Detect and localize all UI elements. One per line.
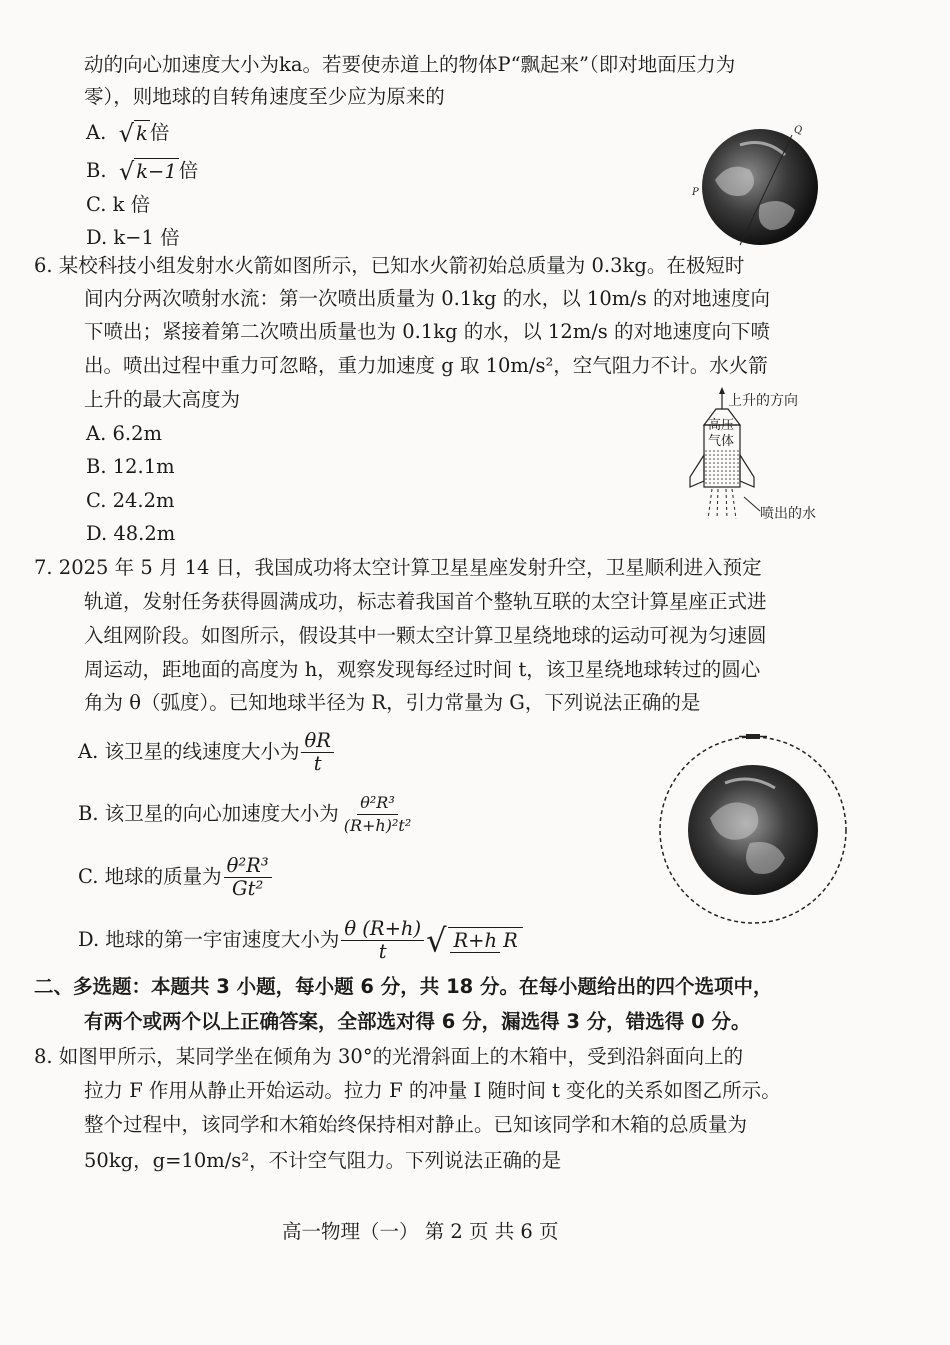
left-fin	[690, 455, 704, 487]
label-up-direction: 上升的方向	[728, 393, 798, 409]
q6-line-1: 6. 某校科技小组发射水火箭如图所示，已知水火箭初始总质量为 0.3kg。在极短时	[34, 254, 745, 277]
page-footer: 高一物理（一） 第 2 页 共 6 页	[282, 1220, 559, 1243]
q5-line-2: 零），则地球的自转角速度至少应为原来的	[84, 85, 445, 108]
section-2-line-1: 二、多选题：本题共 3 小题，每小题 6 分，共 18 分。在每小题给出的四个选项中，	[34, 975, 773, 998]
label-gas-1: 高压	[708, 418, 735, 433]
q7-option-a: A. 该卫星的线速度大小为 $\frac{\theta R}{t}$	[78, 730, 336, 775]
q7-line-5: 角为 θ（弧度）。已知地球半径为 R，引力常量为 G，下列说法正确的是	[84, 691, 701, 714]
earth-orbit-figure	[655, 728, 855, 928]
label-q: Q	[794, 125, 803, 136]
section-2-line-2: 有两个或两个以上正确答案，全部选对得 6 分，漏选得 3 分，错选得 0 分。	[84, 1010, 751, 1033]
right-fin	[740, 455, 754, 487]
q6-option-d: D. 48.2m	[86, 522, 176, 545]
q6-line-3: 下喷出；紧接着第二次喷出质量也为 0.1kg 的水，以 12m/s 的对地速度向下喷	[84, 320, 770, 343]
q6-line-4: 出。喷出过程中重力可忽略，重力加速度 g 取 10m/s²，空气阻力不计。水火箭	[84, 354, 768, 377]
q7-option-b: B. 该卫星的向心加速度大小为 $\frac{\text{θ²R³}}{\text{(R+h)²t²}}$	[78, 793, 412, 835]
q8-line-3: 整个过程中，该同学和木箱始终保持相对静止。已知该同学和木箱的总质量为	[84, 1113, 748, 1136]
q7-line-1: 7. 2025 年 5 月 14 日，我国成功将太空计算卫星星座发射升空，卫星顺利进入预定	[34, 556, 762, 579]
q7-line-2: 轨道，发射任务获得圆满成功，标志着我国首个整轨互联的太空计算星座正式进	[84, 590, 767, 613]
q6-option-a: A. 6.2m	[86, 422, 162, 445]
q5-option-c: C. k 倍	[86, 193, 151, 216]
q6-option-c: C. 24.2m	[86, 489, 175, 512]
q7-option-c: C. 地球的质量为 $\frac{\text{θ²R³}}{\text{Gt²}}$	[78, 855, 274, 900]
label-gas-2: 气体	[708, 434, 735, 449]
q5-option-d: D. k−1 倍	[86, 226, 180, 249]
label-p: P	[692, 187, 699, 198]
q7-line-3: 入组网阶段。如图所示，假设其中一颗太空计算卫星绕地球的运动可视为匀速圆	[84, 624, 767, 647]
q5-option-b: B. √ k−1 倍	[86, 157, 199, 186]
earth-figure-q5	[690, 125, 830, 250]
q7-option-d: D. 地球的第一宇宙速度大小为 $\frac{\theta (R+h)}{t}$ √ R+h R	[78, 918, 525, 963]
q6-option-b: B. 12.1m	[86, 455, 175, 478]
q5-line-1: 动的向心加速度大小为ka。若要使赤道上的物体P“飘起来”（即对地面压力为	[84, 53, 736, 76]
q6-line-5: 上升的最大高度为	[84, 388, 241, 411]
q8-line-4: 50kg，g=10m/s²，不计空气阻力。下列说法正确的是	[84, 1149, 562, 1172]
q7-line-4: 周运动，距地面的高度为 h，观察发现每经过时间 t，该卫星绕地球转过的圆心	[84, 658, 761, 681]
water-jets	[708, 489, 736, 519]
q6-line-2: 间内分两次喷射水流：第一次喷出质量为 0.1kg 的水，以 10m/s 的对地速度向	[84, 287, 770, 310]
q5-option-a: A. √ k 倍	[86, 119, 170, 148]
q8-line-1: 8. 如图甲所示，某同学坐在倾角为 30°的光滑斜面上的木箱中，受到沿斜面向上的	[34, 1045, 744, 1068]
q8-line-2: 拉力 F 作用从静止开始运动。拉力 F 的冲量 I 随时间 t 变化的关系如图乙所示。	[84, 1079, 781, 1102]
label-water: 喷出的水	[760, 506, 816, 522]
